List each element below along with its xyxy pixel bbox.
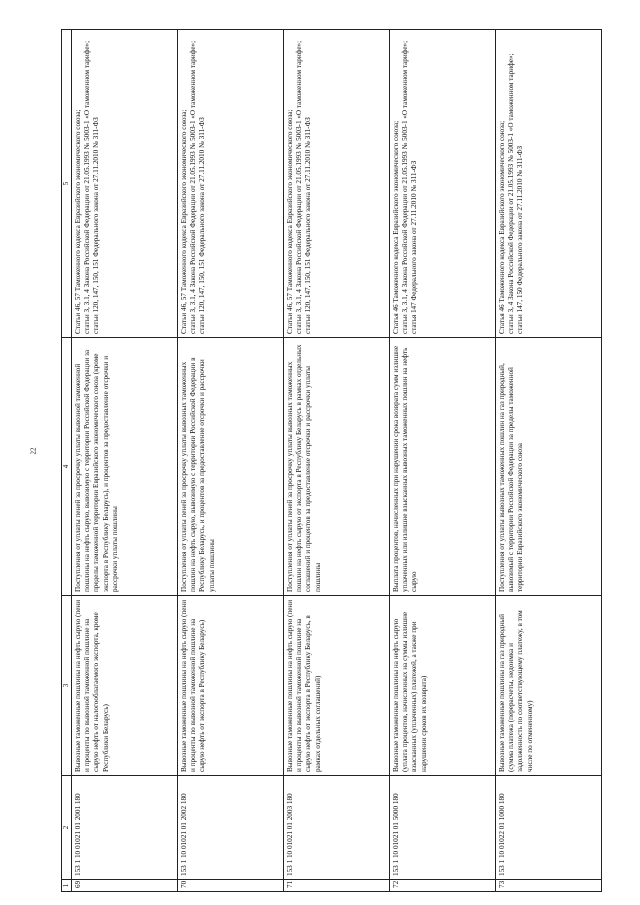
page-number: 22 [29, 447, 38, 455]
customs-duties-table [61, 29, 602, 892]
legal-basis-line: Статья 46 Таможенного кодекса Евразийского экономического союза; [391, 120, 400, 334]
income-name: Вывозные таможенные пошлины на нефть сырую (уплата процентов, начисленных на суммы излишне взысканных (уплаченных) платежей, а также при нарушении сроков их возврата) [389, 596, 495, 776]
budget-code: 153 1 10 01021 01 2003 180 [283, 776, 389, 880]
legal-basis-line: статьи 120, 147, 150, 151 Федерального закона от 27.11.2010 № 311-ФЗ [304, 117, 313, 334]
row-number: 69 [71, 880, 177, 892]
legal-basis-line: статьи 3, 3.1, 4 Закона Российской Федерации от 21.05.1993 № 5003-1 «О таможенном тарифе»; [401, 40, 410, 334]
legal-basis-line: статьи 3, 3.1, 4 Закона Российской Федерации от 21.05.1993 № 5003-1 «О таможенном тарифе»; [295, 40, 304, 334]
budget-code: 153 1 10 01021 01 2002 180 [177, 776, 283, 880]
legal-basis-line: статьи 3, 3.1, 4 Закона Российской Федерации от 21.05.1993 № 5003-1 «О таможенном тарифе»; [189, 40, 198, 334]
income-description: Поступления от уплаты пеней за просрочку уплаты вывозных таможенных пошлин на нефть сырую от экспорта в Республику Беларусь в рамках отдельных соглашений и процентов за предоставление отсрочки и рассрочки уплаты пошлины [283, 338, 389, 596]
legal-basis-line: статьи 120, 147, 150, 151 Федерального закона от 27.11.2010 № 311-ФЗ [92, 117, 101, 334]
income-description: Поступления от уплаты вывозных таможенных пошлин на газ природный, вывозимый с территории Российской Федерации за пределы таможенной территории Евразийского экономического союза [495, 338, 601, 596]
budget-code: 153 1 10 01022 01 1000 180 [495, 776, 601, 880]
row-number: 72 [389, 880, 495, 892]
table-row [389, 30, 495, 892]
budget-code: 153 1 10 01021 01 5000 180 [389, 776, 495, 880]
legal-basis-line: Статьи 46, 57 Таможенного кодекса Евразийского экономического союза; [285, 109, 294, 334]
row-number: 73 [495, 880, 601, 892]
legal-basis-line: Статья 46 Таможенного кодекса Евразийского экономического союза; [497, 120, 506, 334]
income-description: Поступления от уплаты пеней за просрочку уплаты вывозной таможенной пошлины на нефть сырую, вывозимую с территории Российской Федерации за пределы таможенной территории Евразийского экономического союза (кроме экспорта в Республику Беларусь), и процентов за предоставление отсрочки и рассрочки уплаты пошлины [71, 338, 177, 596]
column-number-5: 5 [62, 30, 72, 338]
legal-basis [389, 30, 495, 338]
legal-basis-line: статьи 120, 147, 150, 151 Федерального закона от 27.11.2010 № 311-ФЗ [198, 117, 207, 334]
legal-basis-line: статья 147 Федерального закона от 27.11.2010 № 311-ФЗ [410, 160, 419, 334]
income-name: Вывозные таможенные пошлины на нефть сырую (пени и проценты по вывозной таможенной пошлине на сырую нефть от экспорта в Республику Беларусь, в рамках отдельных соглашений) [283, 596, 389, 776]
legal-basis-line: Статьи 46, 57 Таможенного кодекса Евразийского экономического союза; [179, 109, 188, 334]
legal-basis [495, 30, 601, 338]
income-name: Вывозные таможенные пошлины на нефть сырую (пени и проценты по вывозной таможенной пошлине на сырую нефть от налогооблагаемого экспорта, кроме Республики Беларусь) [71, 596, 177, 776]
legal-basis-line: статьи 3, 4 Закона Российской Федерации от 21.05.1993 № 5003-1 «О таможенном тарифе»; [507, 53, 516, 334]
legal-basis-line: статьи 3, 3.1, 4 Закона Российской Федерации от 21.05.1993 № 5003-1 «О таможенном тарифе»; [83, 40, 92, 334]
legal-basis-line: статьи 147, 150 Федерального закона от 27.11.2010 № 311-ФЗ [516, 145, 525, 334]
income-description: Выплата процентов, начисленных при нарушении срока возврата сумм излишне уплаченных или излишне взысканных вывозных таможенных пошлин на нефть сырую [389, 338, 495, 596]
table-row [71, 30, 177, 892]
column-number-4: 4 [62, 338, 72, 596]
budget-code: 153 1 10 01021 01 2001 180 [71, 776, 177, 880]
row-number: 70 [177, 880, 283, 892]
column-number-2: 2 [62, 776, 72, 880]
income-name: Вывозные таможенные пошлины на газ природный (сумма платежа (перерасчеты, недоимка и задолженность по соответствующему платежу, в том числе по отмененному) [495, 596, 601, 776]
table-row [495, 30, 601, 892]
column-number-1: 1 [62, 880, 72, 892]
legal-basis [177, 30, 283, 338]
table-row [177, 30, 283, 892]
table-row [283, 30, 389, 892]
legal-basis [71, 30, 177, 338]
table-container [61, 30, 611, 892]
column-number-3: 3 [62, 596, 72, 776]
column-number-row [62, 30, 72, 892]
row-number: 71 [283, 880, 389, 892]
income-description: Поступления от уплаты пеней за просрочку уплаты вывозных таможенных пошлин на нефть сырую, вывозимую с территории Российской Федерации в Республику Беларусь, и процентов за предоставление отсрочки и рассрочки уплаты пошлины [177, 338, 283, 596]
legal-basis [283, 30, 389, 338]
income-name: Вывозные таможенные пошлины на нефть сырую (пени и проценты по вывозной таможенной пошлине на сырую нефть от экспорта в Республику Беларусь) [177, 596, 283, 776]
legal-basis-line: Статьи 46, 57 Таможенного кодекса Евразийского экономического союза; [73, 109, 82, 334]
